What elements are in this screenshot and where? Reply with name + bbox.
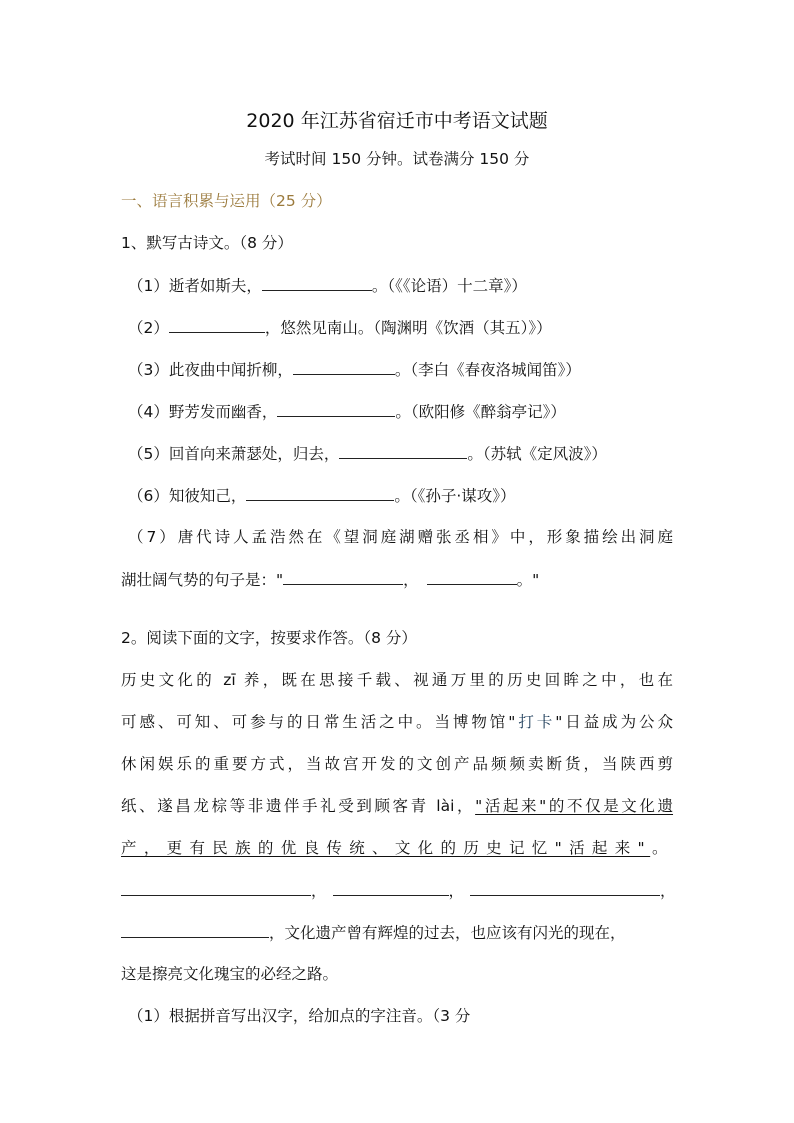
q1-item-5	[128, 442, 673, 465]
passage-text: 可感、可知、可参与的日常生活之中。当博物馆"	[121, 713, 516, 731]
answer-blank[interactable]	[277, 400, 395, 417]
q1-item-1-prompt: （1）逝者如斯夫，	[128, 277, 262, 295]
q1-item-7-line-1: （7）唐代诗人孟浩然在《望洞庭湖赠张丞相》中，形象描绘出洞庭	[128, 528, 673, 546]
separator: ，	[311, 882, 327, 900]
q1-item-7-end: 。"	[516, 571, 540, 589]
q1-item-7-prompt: 湖壮阔气势的句子是："	[121, 571, 284, 589]
q1-item-4-prompt: （4）野芳发而幽香，	[128, 403, 278, 421]
section-score: （25 分）	[260, 192, 332, 210]
answer-blank[interactable]	[246, 484, 394, 501]
q1-item-5-source: 。（苏轼《定风波》）	[467, 445, 607, 463]
answer-blank[interactable]	[262, 274, 372, 291]
underlined-sentence: "活起来"的不仅是文化遗	[475, 797, 674, 815]
period: 。	[650, 839, 673, 857]
passage-line-4	[121, 795, 673, 817]
passage-text: ，文化遗产曾有辉煌的过去，也应该有闪光的现在，	[269, 924, 626, 942]
q1-item-2	[128, 316, 673, 339]
q1-item-2-text: ，悠然见南山。（陶渊明《饮酒（其五）》）	[264, 319, 552, 337]
q1-item-4	[128, 400, 673, 423]
q1-item-6-prompt: （6）知彼知己，	[128, 487, 247, 505]
passage-line-3: 休闲娱乐的重要方式，当故宫开发的文创产品频频卖断货，当陕西剪	[121, 755, 673, 773]
separator: ，	[448, 882, 465, 900]
underlined-sentence: 产，更有民族的优良传统、文化的历史记忆"活起来"	[121, 839, 651, 857]
q1-item-6	[128, 484, 673, 507]
q1-item-1	[128, 274, 673, 297]
section-heading	[121, 190, 673, 212]
q1-item-6-source: 。（《孙子·谋攻》）	[394, 487, 516, 505]
answer-blank[interactable]	[293, 358, 395, 375]
q1-item-1-source: 。（《《论语）十二章》）	[371, 277, 527, 295]
answer-blank[interactable]	[121, 879, 311, 896]
answer-blank[interactable]	[283, 568, 403, 585]
passage-line-8: 这是擦亮文化瑰宝的必经之路。	[121, 965, 339, 983]
passage-highlight: 打卡	[515, 713, 556, 731]
separator: ，	[660, 882, 676, 900]
passage-line-2	[121, 711, 673, 733]
passage-text: 纸、遂昌龙棕等非遗伴手礼受到顾客青 lài，	[121, 797, 476, 815]
passage-line-5	[121, 837, 673, 859]
answer-blank[interactable]	[470, 879, 660, 896]
q1-item-3	[128, 358, 673, 381]
question-2-heading: 2。阅读下面的文字，按要求作答。（8 分）	[121, 629, 417, 647]
passage-text: "日益成为公众	[555, 713, 673, 731]
answer-blank[interactable]	[169, 316, 265, 333]
exam-info: 考试时间 150 分钟。试卷满分 150 分	[264, 150, 530, 168]
q1-item-3-source: 。（李白《春夜洛城闻笛》）	[394, 361, 581, 379]
page-title: 2020 年江苏省宿迁市中考语文试题	[246, 110, 548, 132]
answer-blank[interactable]	[121, 921, 269, 938]
answer-blank[interactable]	[427, 568, 517, 585]
q1-item-4-source: 。（欧阳修《醉翁亭记》）	[395, 403, 566, 421]
q1-item-7-line-2	[121, 568, 673, 591]
passage-blank-line	[121, 879, 676, 902]
q1-item-3-prompt: （3）此夜曲中闻折柳，	[128, 361, 293, 379]
q1-item-5-prompt: （5）回首向来萧瑟处，归去，	[128, 445, 340, 463]
passage-line-7	[121, 921, 673, 944]
question-1-heading: 1、默写古诗文。（8 分）	[121, 234, 293, 252]
q2-sub-1: （1）根据拼音写出汉字，给加点的字注音。（3 分	[128, 1007, 471, 1025]
section-title: 一、语言积累与运用	[121, 192, 261, 210]
q1-item-2-number: （2）	[128, 319, 169, 337]
answer-blank[interactable]	[333, 879, 449, 896]
answer-blank[interactable]	[339, 442, 467, 459]
passage-line-1: 历史文化的 zī 养，既在思接千载、视通万里的历史回眸之中，也在	[121, 671, 673, 689]
separator: ，	[403, 571, 419, 589]
